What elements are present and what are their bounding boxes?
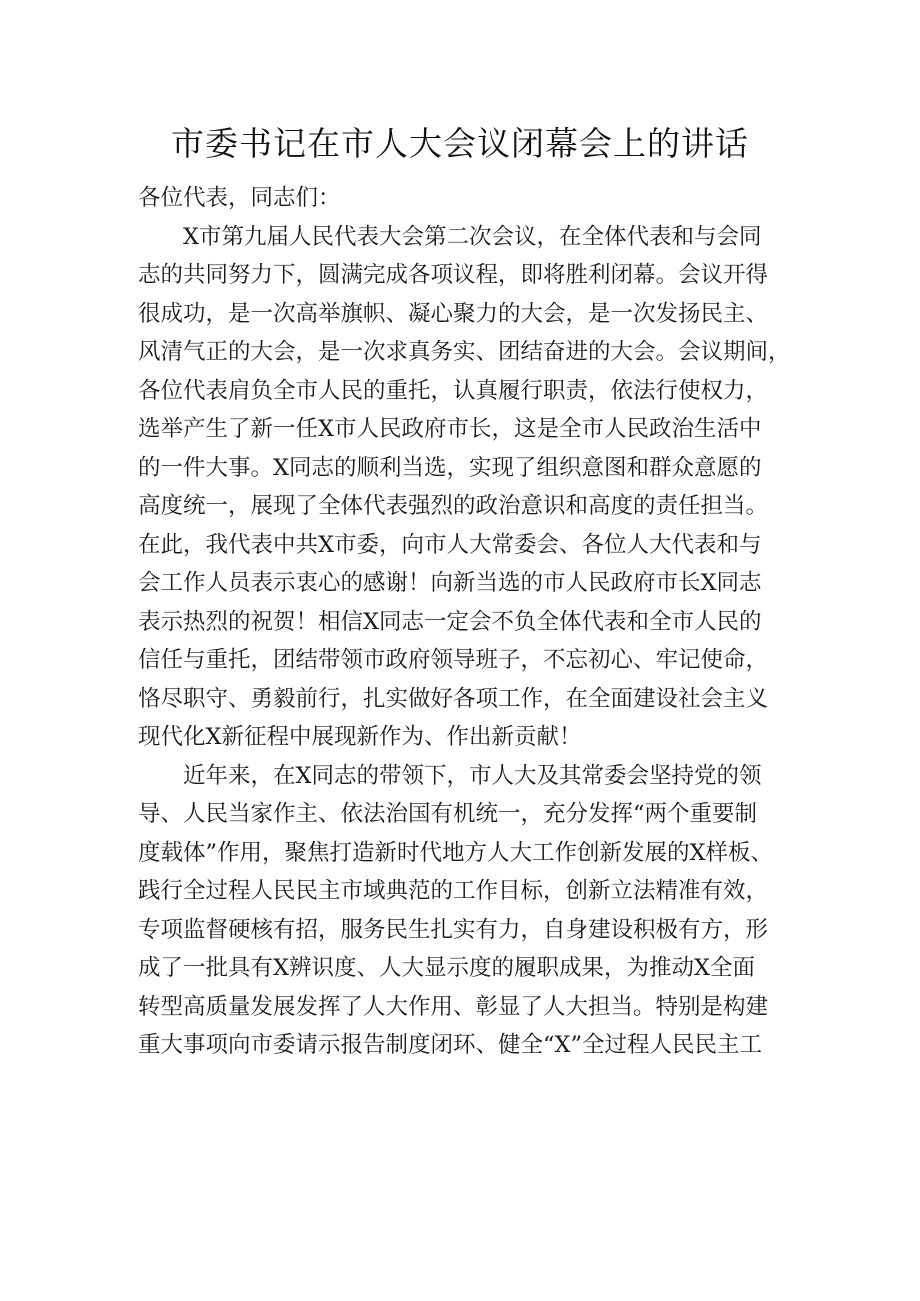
document-title: 市委书记在市人大会议闭幕会上的讲话 [171,124,749,163]
paragraph-line: 信任与重托，团结带领市政府领导班子，不忘初心、牢记使命， [138,647,769,673]
paragraph-line: 专项监督硬核有招，服务民生扎实有力，自身建设积极有方，形 [138,916,769,943]
paragraph-line: 现代化X新征程中展现新作为、作出新贡献！ [138,724,582,750]
paragraph-line: 高度统一，展现了全体代表强烈的政治意识和高度的责任担当。 [138,493,769,519]
paragraph-line: 选举产生了新一任X市人民政府市长，这是全市人民政治生活中 [138,416,762,442]
paragraph-line: 恪尽职守、勇毅前行，扎实做好各项工作，在全面建设社会主义 [138,685,769,712]
paragraph-line: 风清气正的大会，是一次求真务实、团结奋进的大会。会议期间， [138,339,791,365]
paragraph-line: 度载体”作用，聚焦打造新时代地方人大工作创新发展的X样板、 [138,839,774,866]
paragraph-line: 导、人民当家作主、依法治国有机统一，充分发挥“两个重要制 [138,801,758,827]
paragraph-2 [138,757,794,1065]
paragraph-line: 很成功，是一次高举旗帜、凝心聚力的大会，是一次发扬民主、 [138,300,769,327]
paragraph-line: X市第九届人民代表大会第二次会议，在全体代表和与会同 [183,223,762,250]
paragraph-line: 志的共同努力下，圆满完成各项议程，即将胜利闭幕。会议开得 [138,262,769,288]
paragraph-line: 会工作人员表示衷心的感谢！向新当选的市人民政府市长X同志 [138,570,762,596]
paragraph-line: 在此，我代表中共X市委，向市人大常委会、各位人大代表和与 [138,531,762,558]
paragraph-line: 各位代表肩负全市人民的重托，认真履行职责，依法行使权力， [138,377,769,404]
paragraph-line: 近年来，在X同志的带领下，市人大及其常委会坚持党的领 [183,762,762,789]
salutation: 各位代表，同志们： [138,185,341,211]
document-body [138,179,794,1065]
paragraph-1 [138,218,794,757]
paragraph-line: 重大事项向市委请示报告制度闭环、健全“X”全过程人民民主工 [138,1032,763,1058]
paragraph-line: 转型高质量发展发挥了人大作用、彰显了人大担当。特别是构建 [138,993,769,1020]
paragraph-line: 践行全过程人民民主市域典范的工作目标，创新立法精准有效， [138,878,769,904]
paragraph-line: 的一件大事。X同志的顺利当选，实现了组织意图和群众意愿的 [138,454,762,481]
paragraph-line: 表示热烈的祝贺！相信X同志一定会不负全体代表和全市人民的 [138,608,762,635]
paragraph-line: 成了一批具有X辨识度、人大显示度的履职成果，为推动X全面 [138,955,756,981]
